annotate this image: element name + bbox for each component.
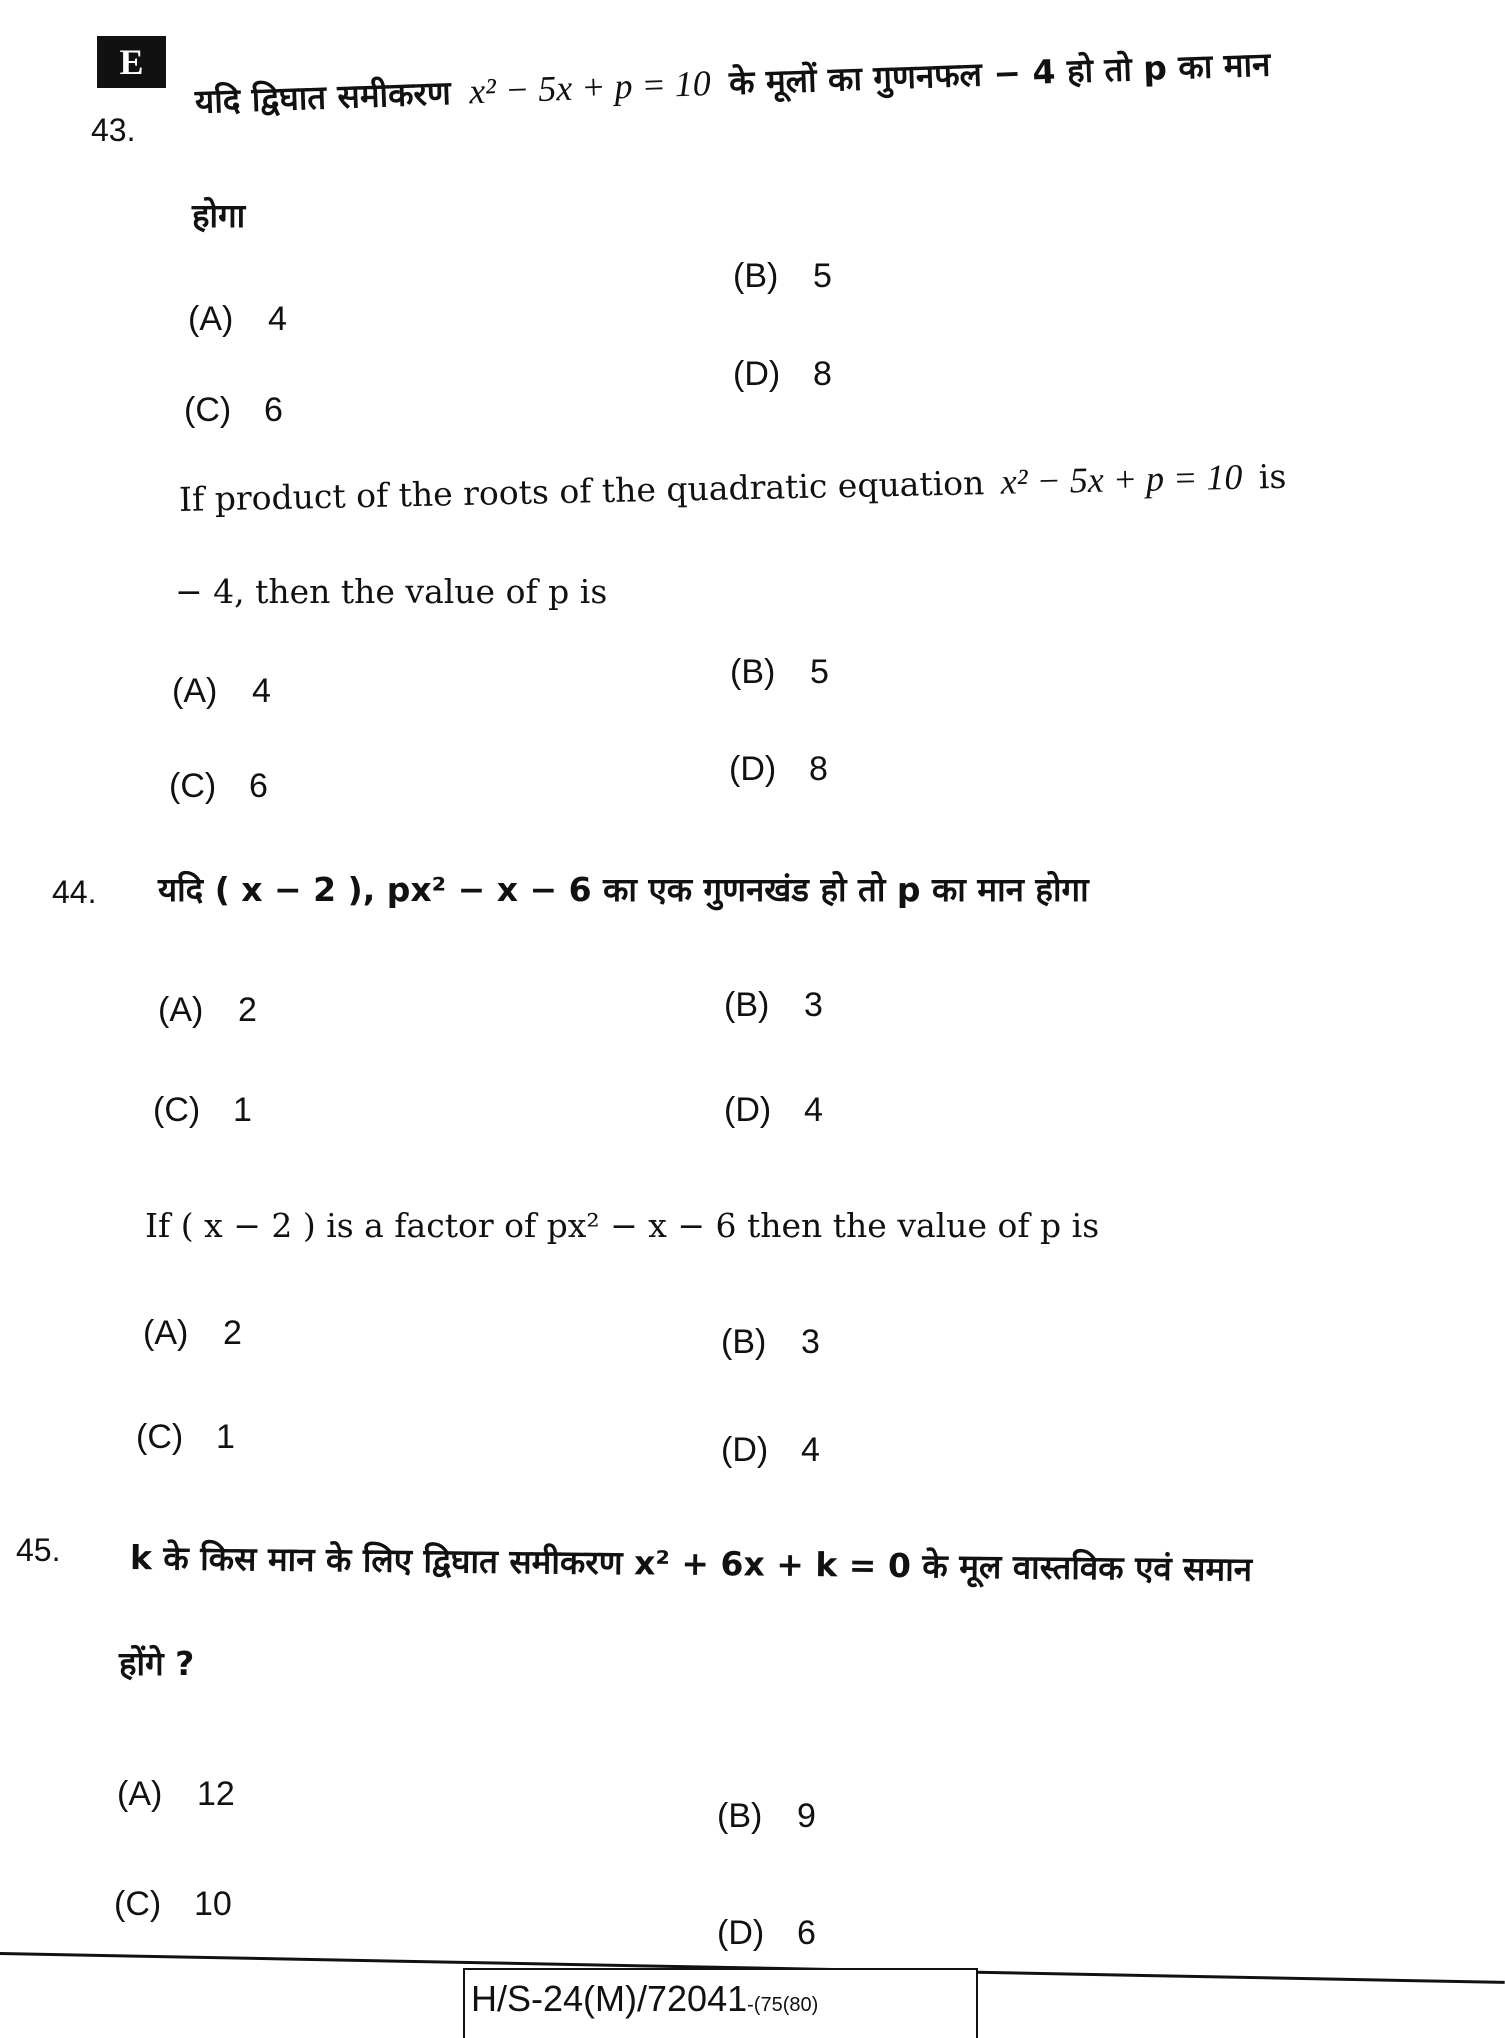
q44-en-option-d[interactable] [721, 1431, 820, 1470]
question-number-45: 45. [16, 1532, 61, 1568]
question-text: If product of the roots of the quadratic equation [178, 463, 985, 519]
question-text: is [1258, 456, 1287, 497]
option-label: (C) [169, 767, 217, 805]
q43-hi-option-c[interactable] [184, 391, 283, 430]
equation: x² − 5x + p = 10 [468, 63, 712, 112]
q44-hi-option-b[interactable] [724, 986, 823, 1025]
option-value: 3 [801, 1323, 820, 1361]
question-45-hindi-line1: k के किस मान के लिए द्विघात समीकरण x² + 6x + k = 0 के मूल वास्तविक एवं समान [129, 1538, 1253, 1589]
option-label: (C) [153, 1091, 201, 1129]
option-label: (B) [733, 257, 779, 295]
option-label: (D) [729, 750, 777, 788]
question-43-english-line2: − 4, then the value of p is [175, 572, 608, 611]
option-value: 6 [797, 1914, 816, 1952]
option-value: 5 [813, 257, 832, 295]
option-label: (B) [724, 986, 770, 1024]
q45-option-a[interactable] [117, 1775, 235, 1814]
question-number-43: 43. [91, 112, 136, 148]
equation: x² − 5x + p = 10 [1000, 456, 1243, 502]
section-badge: E [97, 36, 166, 88]
question-43-hindi-line1 [194, 40, 1271, 123]
q43-en-option-b[interactable] [730, 653, 829, 692]
q45-option-b[interactable] [717, 1797, 816, 1836]
paper-code-suffix: -(75(80) [747, 1994, 819, 2016]
q45-option-c[interactable] [114, 1885, 232, 1924]
option-value: 12 [197, 1775, 235, 1813]
q43-en-option-c[interactable] [169, 767, 268, 806]
option-label: (A) [117, 1775, 163, 1813]
option-value: 4 [804, 1091, 823, 1129]
option-label: (D) [724, 1091, 772, 1129]
option-value: 5 [810, 653, 829, 691]
option-value: 10 [194, 1885, 232, 1923]
option-label: (C) [136, 1418, 184, 1456]
option-value: 9 [797, 1797, 816, 1835]
option-value: 2 [223, 1314, 242, 1352]
option-value: 4 [801, 1431, 820, 1469]
option-label: (D) [733, 355, 781, 393]
option-value: 3 [804, 986, 823, 1024]
q43-hi-option-b[interactable] [733, 257, 832, 296]
question-44-hindi-line1: यदि ( x − 2 ), px² − x − 6 का एक गुणनखंड हो तो p का मान होगा [158, 870, 1089, 909]
option-label: (D) [721, 1431, 769, 1469]
q45-option-d[interactable] [717, 1914, 816, 1953]
option-value: 8 [813, 355, 832, 393]
question-text: के मूलों का गुणनफल − 4 हो तो p का मान [728, 44, 1271, 103]
option-value: 6 [264, 391, 283, 429]
option-label: (A) [158, 991, 204, 1029]
option-value: 4 [268, 300, 287, 338]
option-value: 4 [252, 672, 271, 710]
option-label: (C) [184, 391, 232, 429]
option-label: (B) [730, 653, 776, 691]
q44-en-option-b[interactable] [721, 1323, 820, 1362]
q43-hi-option-a[interactable] [188, 300, 287, 339]
option-label: (A) [188, 300, 234, 338]
question-number-44: 44. [52, 874, 97, 910]
q44-hi-option-a[interactable] [158, 991, 257, 1030]
option-value: 1 [233, 1091, 252, 1129]
question-text: यदि द्विघात समीकरण [194, 73, 452, 121]
option-value: 1 [216, 1418, 235, 1456]
q44-hi-option-c[interactable] [153, 1091, 252, 1130]
option-value: 6 [249, 767, 268, 805]
question-44-english-line1: If ( x − 2 ) is a factor of px² − x − 6 then the value of p is [145, 1206, 1100, 1245]
question-43-hindi-line2: होगा [192, 196, 246, 235]
q44-en-option-a[interactable] [143, 1314, 242, 1353]
q43-hi-option-d[interactable] [733, 355, 832, 394]
q44-en-option-c[interactable] [136, 1418, 235, 1457]
question-43-english-line1 [179, 455, 1287, 520]
q43-en-option-d[interactable] [729, 750, 828, 789]
option-label: (D) [717, 1914, 765, 1952]
option-label: (B) [717, 1797, 763, 1835]
option-label: (A) [172, 672, 218, 710]
q43-en-option-a[interactable] [172, 672, 271, 711]
option-label: (C) [114, 1885, 162, 1923]
option-label: (B) [721, 1323, 767, 1361]
q44-hi-option-d[interactable] [724, 1091, 823, 1130]
paper-code-box [463, 1968, 978, 2038]
question-45-hindi-line2: होंगे ? [119, 1644, 195, 1683]
option-label: (A) [143, 1314, 189, 1352]
option-value: 2 [238, 991, 257, 1029]
paper-code: H/S-24(M)/72041 [471, 1978, 748, 2019]
option-value: 8 [809, 750, 828, 788]
